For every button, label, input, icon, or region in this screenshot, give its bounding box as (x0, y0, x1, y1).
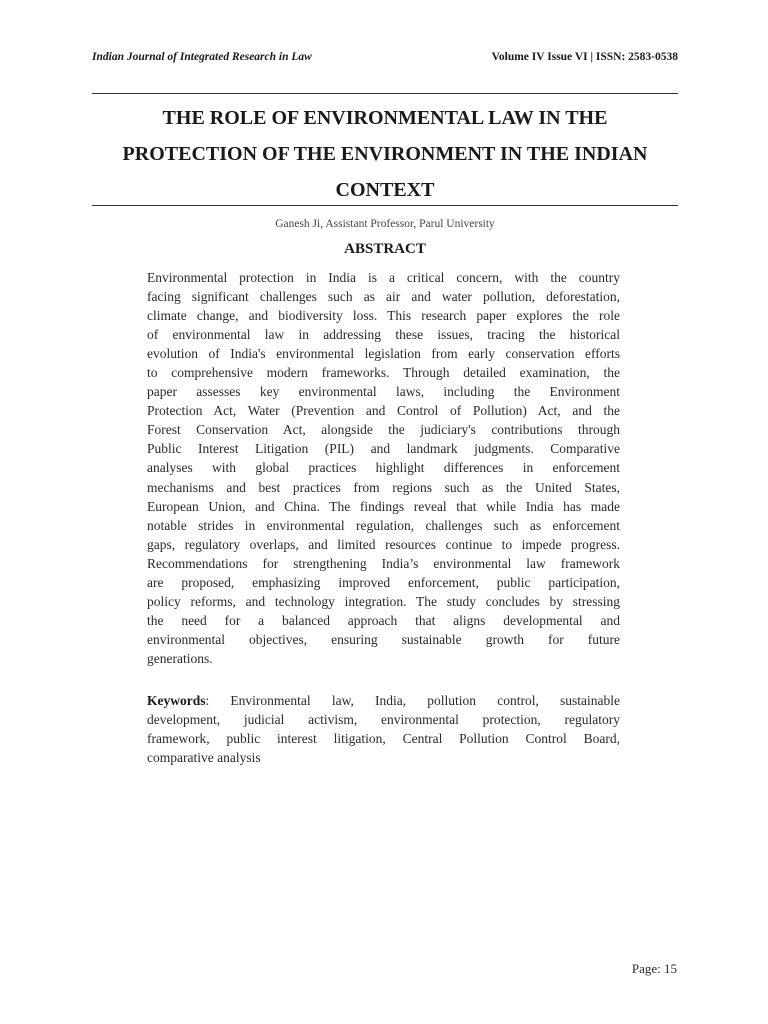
abstract-line: European Union, and China. The findings reveal that while India has made (147, 498, 620, 514)
title-bottom-rule (92, 205, 678, 206)
abstract-line: are proposed, emphasizing improved enforcement, public participation, (147, 574, 620, 590)
abstract-line: mechanisms and best practices from regions such as the United States, (147, 479, 620, 495)
abstract-heading: ABSTRACT (344, 241, 426, 257)
abstract-body (147, 268, 620, 668)
author-line: Ganesh Ji, Assistant Professor, Parul University (275, 218, 495, 230)
title-line: PROTECTION OF THE ENVIRONMENT IN THE INDIAN (122, 143, 648, 165)
journal-name: Indian Journal of Integrated Research in Law (92, 51, 312, 63)
abstract-line: policy reforms, and technology integration. The study concludes by stressing (147, 593, 620, 609)
running-header (92, 51, 678, 69)
title-line: CONTEXT (335, 179, 435, 201)
paper-title (92, 100, 678, 208)
abstract-line: Recommendations for strengthening India’s environmental law framework (147, 555, 620, 571)
keywords-line: development, judicial activism, environmental protection, regulatory (147, 712, 620, 728)
abstract-line: to comprehensive modern frameworks. Through detailed examination, the (147, 365, 620, 381)
keywords-line: comparative analysis (147, 750, 261, 766)
keywords-first-line (147, 691, 620, 710)
keywords-section (147, 691, 620, 767)
abstract-line: analyses with global practices highlight differences in enforcement (147, 460, 620, 476)
title-line: THE ROLE OF ENVIRONMENTAL LAW IN THE (162, 107, 608, 129)
abstract-line: Public Interest Litigation (PIL) and landmark judgments. Comparative (147, 441, 620, 457)
volume-issue-info: Volume IV Issue VI | ISSN: 2583-0538 (491, 51, 678, 63)
abstract-line: generations. (147, 650, 213, 666)
keywords-line: framework, public interest litigation, Central Pollution Control Board, (147, 731, 620, 747)
abstract-line: evolution of India's environmental legislation from early conservation efforts (147, 346, 620, 362)
abstract-line: Environmental protection in India is a critical concern, with the country (147, 270, 620, 285)
abstract-line: gaps, regulatory overlaps, and limited resources continue to impede progress. (147, 536, 620, 552)
keywords-label: Keywords (147, 693, 206, 708)
abstract-line: climate change, and biodiversity loss. This research paper explores the role (147, 308, 620, 324)
abstract-line: environmental objectives, ensuring sustainable growth for future (147, 631, 620, 647)
abstract-line: of environmental law in addressing these issues, tracing the historical (147, 327, 620, 343)
page-number: Page: 15 (631, 961, 677, 976)
abstract-line: facing significant challenges such as air and water pollution, deforestation, (147, 289, 620, 305)
keywords-text: : Environmental law, India, pollution control, sustainable (205, 693, 620, 708)
title-top-rule (92, 93, 678, 94)
abstract-line: Forest Conservation Act, alongside the judiciary's contributions through (147, 422, 620, 438)
abstract-line: the need for a balanced approach that aligns developmental and (147, 612, 620, 628)
abstract-line: Protection Act, Water (Prevention and Control of Pollution) Act, and the (147, 403, 620, 419)
abstract-line: paper assesses key environmental laws, including the Environment (147, 384, 620, 400)
abstract-line: notable strides in environmental regulation, challenges such as enforcement (147, 517, 620, 533)
